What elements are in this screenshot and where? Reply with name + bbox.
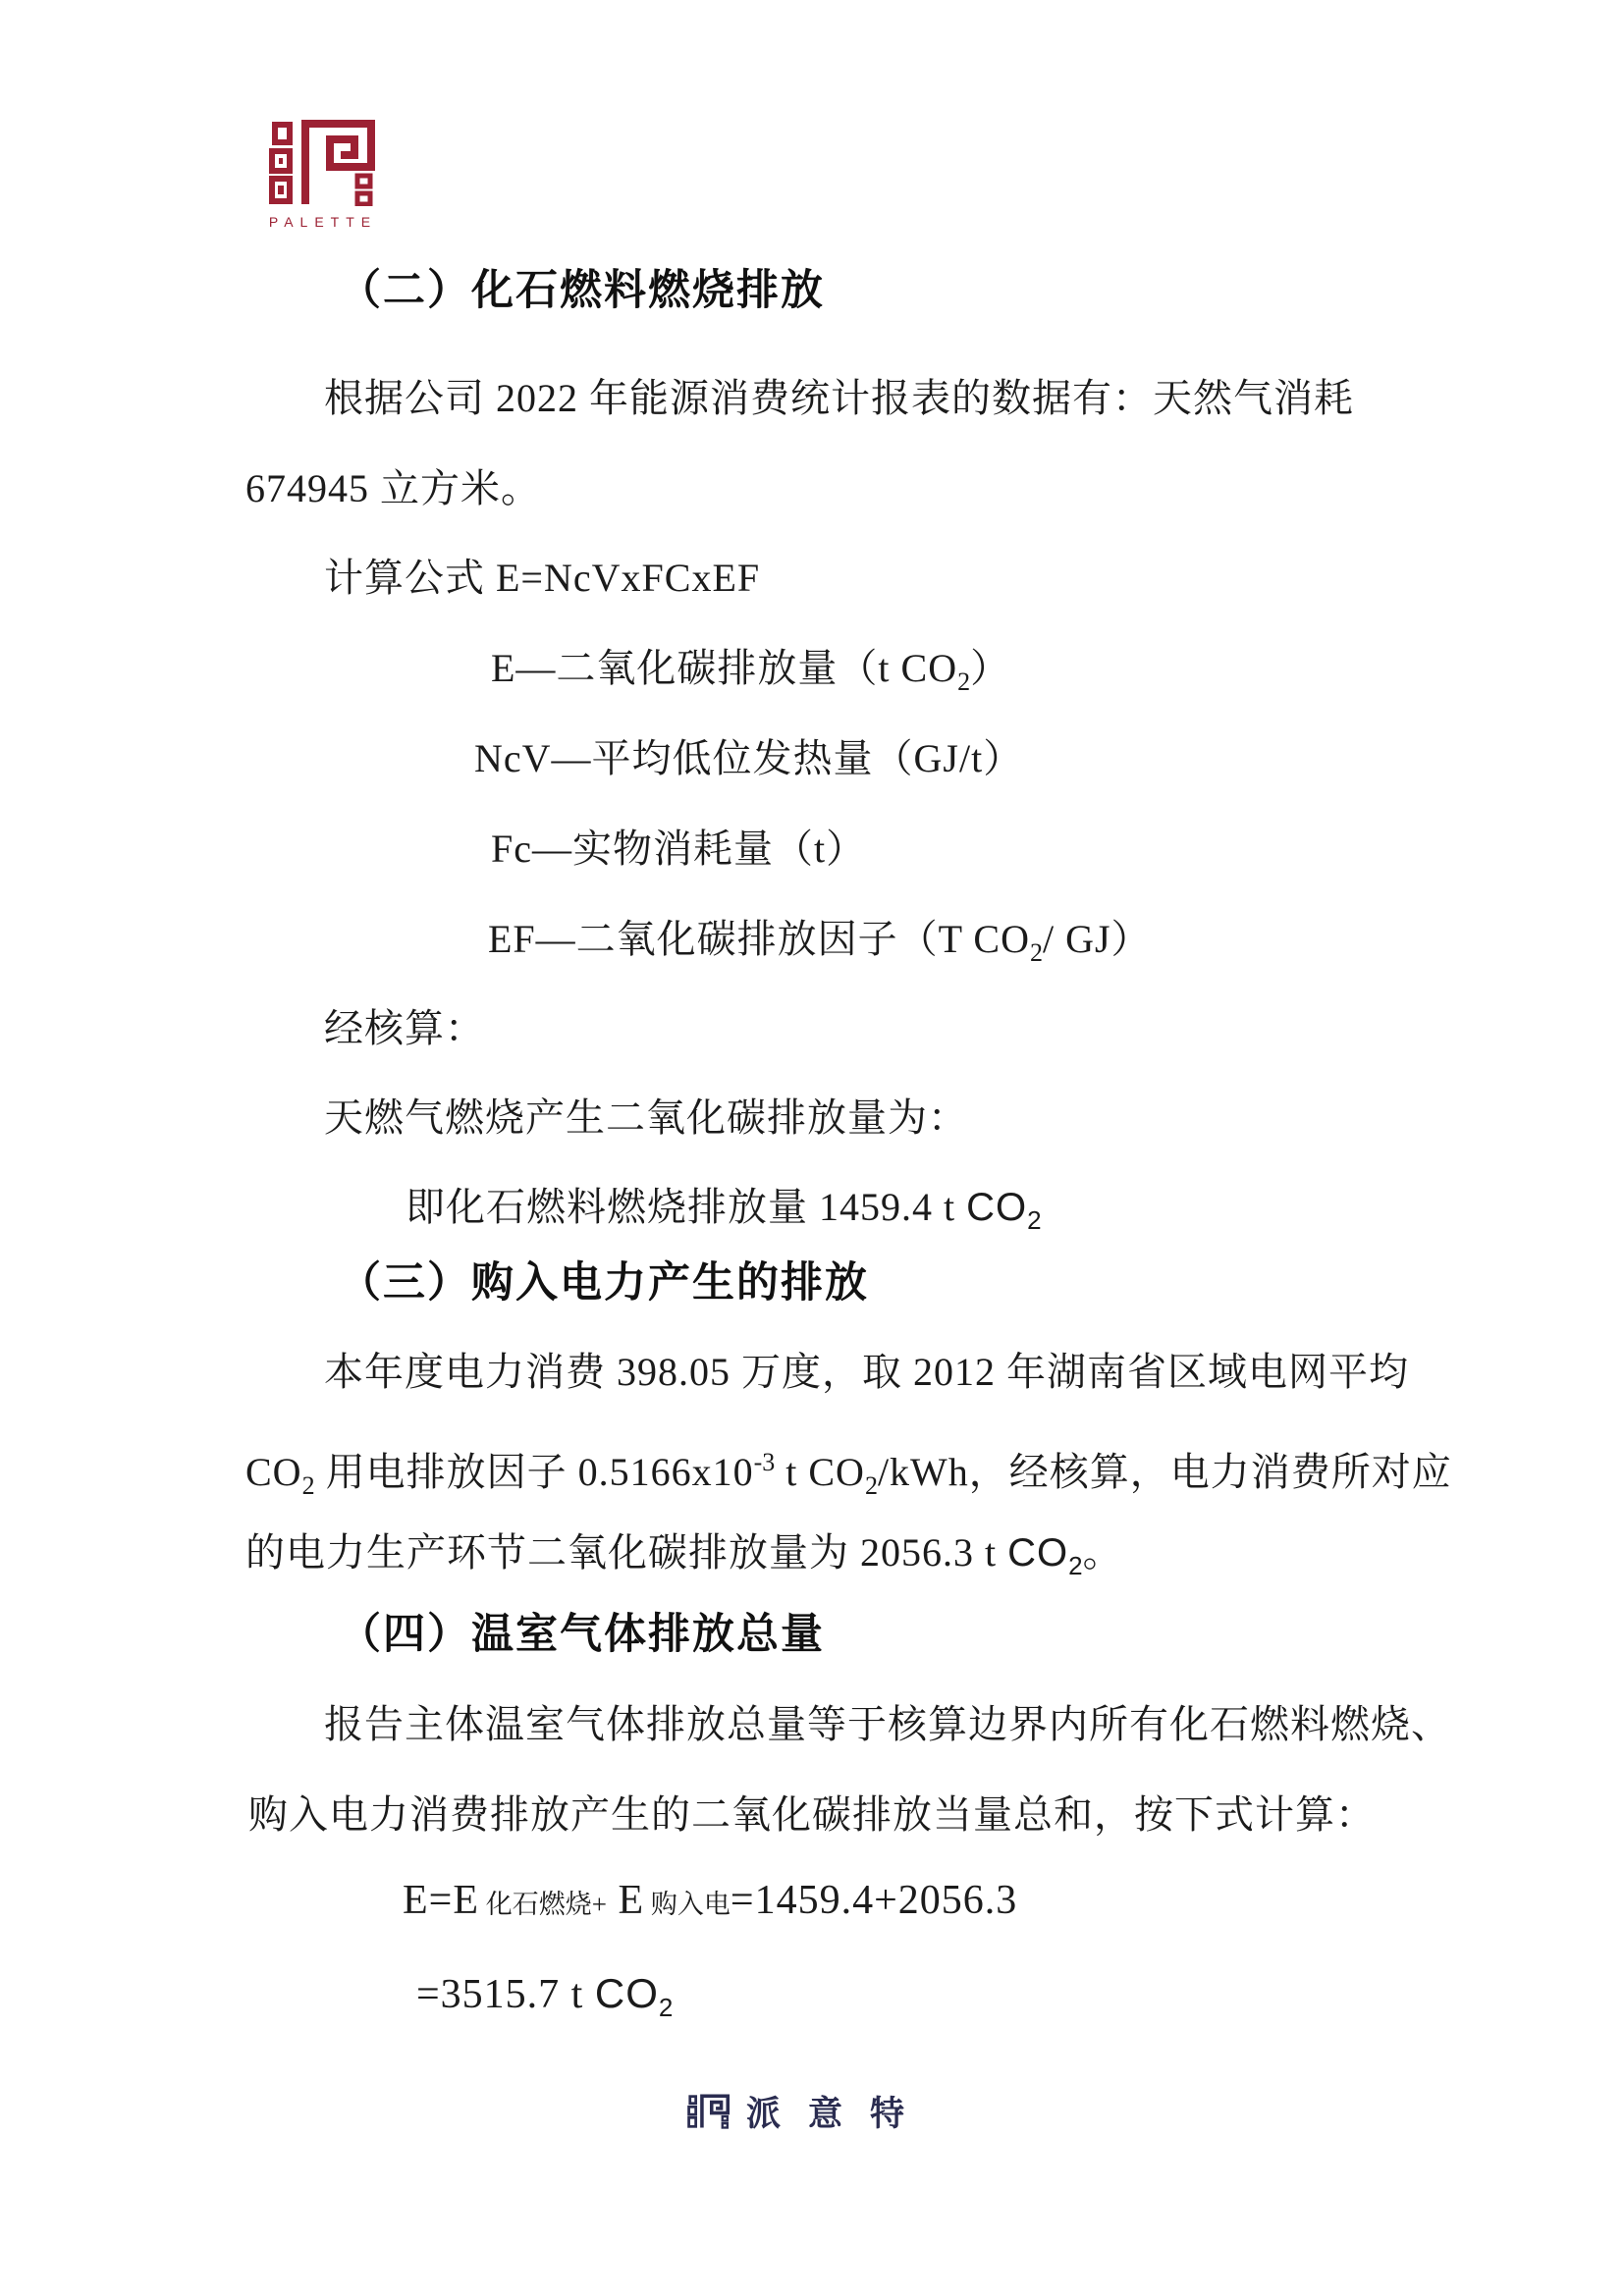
definition-ef-text: EF—二氧化碳排放因子（T CO <box>488 917 1030 961</box>
co2-subscript: 2 <box>1029 938 1043 967</box>
definition-e-text: E—二氧化碳排放量（t CO <box>491 646 958 690</box>
co2-subscript: 2 <box>1027 1205 1042 1235</box>
co-symbol: CO <box>1007 1531 1069 1575</box>
fossil-result-text: 即化石燃料燃烧排放量 1459.4 t <box>406 1185 967 1229</box>
total-para-line2: 购入电力消费排放产生的二氧化碳排放当量总和，按下式计算： <box>248 1792 1376 1837</box>
palette-wordmark: PALETTE <box>268 214 378 230</box>
total-value-text: =3515.7 t <box>416 1972 595 2017</box>
electricity-para-line2 <box>245 1439 1452 1510</box>
electricity-para-line3 <box>245 1529 1123 1589</box>
total-formula-line <box>403 1877 1017 1928</box>
definition-ef <box>488 916 1152 977</box>
definition-e <box>491 645 1010 706</box>
definition-ncv: NcV—平均低位发热量（GJ/t） <box>474 736 1024 780</box>
definition-ef-close: / GJ） <box>1042 917 1152 961</box>
fossil-para-line1: 根据公司 2022 年能源消费统计报表的数据有：天然气消耗 <box>324 376 1354 420</box>
definition-fc: Fc—实物消耗量（t） <box>491 827 867 871</box>
line-tail-text: /kWh，经核算，电力消费所对应 <box>877 1450 1452 1494</box>
co2-subscript: 2 <box>301 1471 315 1500</box>
calc-formula-line: 计算公式 E=NcVxFCxEF <box>324 556 761 600</box>
fossil-subscript-label: 化石燃烧+ <box>479 1890 607 1919</box>
electricity-result-text: 的电力生产环节二氧化碳排放量为 2056.3 t <box>245 1530 1008 1575</box>
emission-factor-text: 用电排放因子 0.5166x10 <box>314 1450 754 1494</box>
period-text: 。 <box>1082 1530 1123 1575</box>
co-symbol: CO <box>245 1450 302 1494</box>
brand-logo <box>267 120 379 230</box>
total-para-line1: 报告主体温室气体排放总量等于核算边界内所有化石燃料燃烧、 <box>324 1702 1451 1746</box>
purchased-subscript-label: 购入电 <box>644 1890 731 1919</box>
formula-result-values: =1459.4+2056.3 <box>730 1878 1018 1923</box>
formula-e-term: E <box>606 1878 645 1923</box>
palette-logo-icon <box>268 120 378 206</box>
exponent-superscript: -3 <box>753 1448 776 1476</box>
footer-logo-icon <box>687 2094 731 2129</box>
co-symbol: CO <box>594 1970 659 2016</box>
section-heading-total: （四）温室气体排放总量 <box>339 1611 825 1658</box>
co2-subscript: 2 <box>1068 1551 1083 1580</box>
section-heading-electricity: （三）购入电力产生的排放 <box>339 1259 869 1307</box>
definition-e-close: ） <box>970 646 1011 690</box>
formula-e-term: E=E <box>403 1878 479 1923</box>
co2-subscript: 2 <box>658 1993 674 2022</box>
footer-brand <box>687 2087 932 2136</box>
co-symbol: CO <box>966 1186 1028 1229</box>
verified-label: 经核算： <box>324 1006 485 1050</box>
co2-subscript: 2 <box>864 1471 878 1500</box>
fossil-para-line2: 674945 立方米。 <box>245 466 541 510</box>
section-heading-fossil-fuel: （二）化石燃料燃烧排放 <box>339 267 825 314</box>
electricity-para-line1: 本年度电力消费 398.05 万度，取 2012 年湖南省区域电网平均 <box>324 1350 1409 1394</box>
fossil-result-line <box>406 1184 1042 1244</box>
total-result-line <box>416 1970 673 2031</box>
gas-emission-line: 天燃气燃烧产生二氧化碳排放量为： <box>324 1095 968 1140</box>
footer-brand-name: 派意特 <box>746 2095 933 2133</box>
co2-subscript: 2 <box>957 667 971 696</box>
unit-text: t CO <box>775 1450 865 1494</box>
